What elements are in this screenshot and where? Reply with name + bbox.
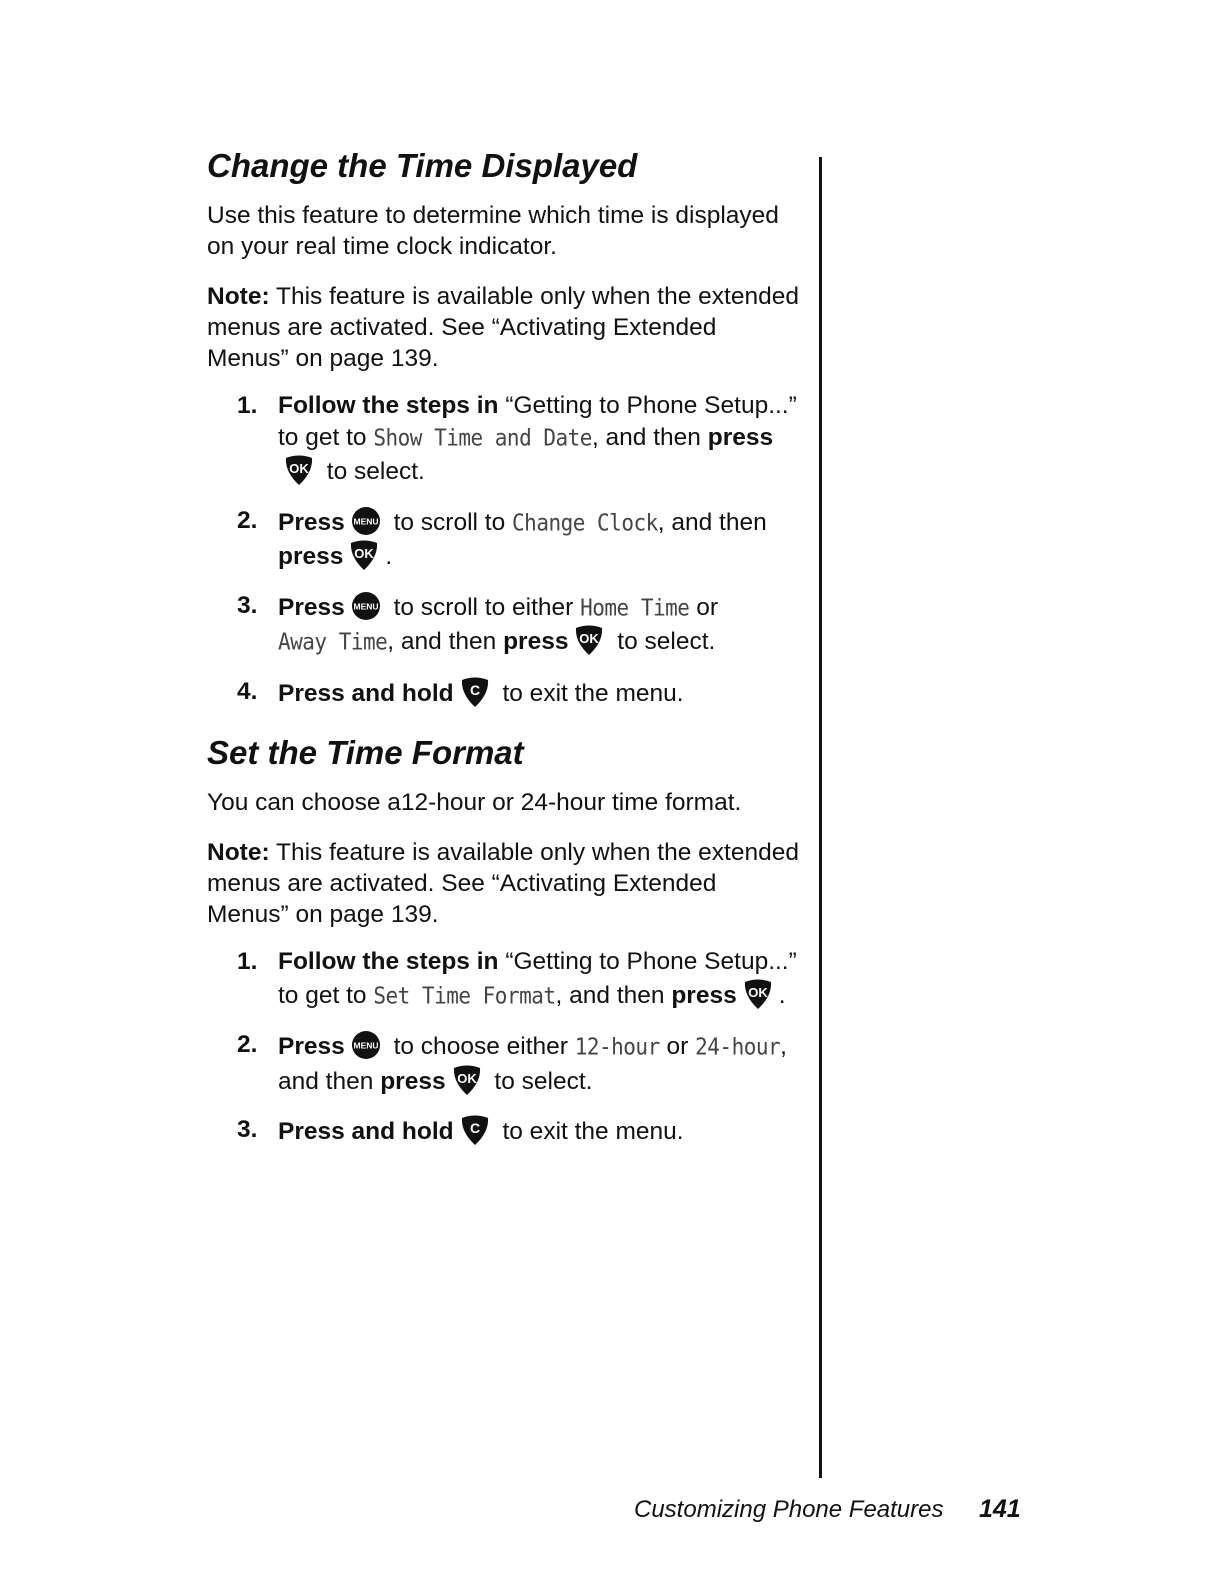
step-text: “Getting to Phone Setup...” to get to [278, 392, 797, 451]
display-text: Home Time [580, 594, 690, 621]
step-bold-text: press [380, 1067, 446, 1095]
step-text: or [659, 1033, 696, 1060]
svg-text:OK: OK [747, 984, 768, 1000]
svg-text:MENU: MENU [353, 516, 379, 526]
ok-key-icon [573, 624, 605, 656]
svg-text:OK: OK [354, 546, 375, 561]
step-bold-text: Press [278, 593, 345, 621]
step-item [207, 505, 802, 573]
display-text: 24-hour [695, 1033, 781, 1061]
section-title-time-format: Set the Time Format [207, 734, 524, 771]
step-bold-text: press [707, 423, 774, 451]
steps-list [207, 946, 802, 1148]
step-item [207, 946, 802, 1012]
display-text: Set Time Format [373, 982, 556, 1009]
step-item [207, 1114, 802, 1148]
svg-text:MENU: MENU [353, 1040, 379, 1051]
step-bold-text: Press and hold [278, 679, 454, 707]
step-bold-text: Press [278, 508, 345, 536]
step-bold-text: press [278, 543, 344, 570]
step-text: , and then [657, 508, 767, 536]
step-text: “Getting to Phone Setup...” to get to [278, 948, 797, 1009]
step-text: to choose either [386, 1033, 575, 1060]
ok-key-icon [451, 1064, 483, 1096]
footer-section-title: Customizing Phone Features [634, 1496, 944, 1523]
step-text: , and then [387, 628, 504, 655]
note-paragraph [207, 837, 802, 930]
svg-text:OK: OK [579, 631, 600, 646]
step-text: . [778, 981, 786, 1009]
note-text: This feature is available only when the extended menus are activated. See “Activating Extended Menus” on page 139. [207, 839, 799, 928]
steps-list [207, 390, 802, 709]
step-number: 4. [237, 677, 258, 705]
clear-key-icon [459, 1114, 491, 1146]
menu-key-icon [350, 1029, 382, 1061]
clear-key-icon [459, 676, 491, 708]
step-item [207, 590, 802, 659]
svg-text:MENU: MENU [353, 601, 379, 611]
step-bold-text: Follow the steps in [278, 392, 499, 419]
intro-paragraph: You can choose a12-hour or 24-hour time format. [207, 789, 742, 816]
step-number: 3. [237, 591, 258, 619]
svg-text:C: C [469, 1120, 480, 1136]
step-number: 1. [237, 392, 258, 419]
step-text: , and then [591, 423, 708, 451]
note-label: Note: [207, 839, 270, 866]
page-content [207, 146, 802, 1165]
step-text: or [689, 593, 719, 621]
svg-text:C: C [469, 681, 480, 698]
note-paragraph [207, 281, 802, 374]
step-text: to scroll to either [386, 593, 581, 621]
ok-key-icon [742, 978, 774, 1010]
step-bold-text: Press and hold [278, 1118, 454, 1145]
display-text: Away Time [278, 628, 388, 656]
step-item [207, 1029, 802, 1097]
step-text: to scroll to [386, 508, 513, 536]
step-bold-text: press [671, 981, 737, 1009]
step-number: 2. [237, 1031, 258, 1058]
step-item [207, 676, 802, 710]
step-text: . [385, 543, 393, 570]
display-text: Change Clock [512, 509, 658, 536]
step-item [207, 390, 802, 488]
display-text: 12-hour [574, 1033, 660, 1061]
step-text: to select. [320, 458, 425, 485]
ok-key-icon [348, 539, 380, 571]
step-text: , and then [278, 1033, 787, 1095]
step-number: 3. [237, 1116, 258, 1143]
intro-paragraph: Use this feature to determine which time is displayed on your real time clock indicator. [207, 202, 779, 260]
display-text: Show Time and Date [373, 424, 592, 451]
step-bold-text: Follow the steps in [278, 948, 499, 975]
step-text: to exit the menu. [495, 679, 684, 707]
step-number: 2. [237, 506, 258, 534]
step-number: 1. [237, 948, 258, 975]
section-title-change-time: Change the Time Displayed [207, 147, 638, 184]
note-label: Note: [207, 283, 270, 310]
step-bold-text: Press [278, 1033, 345, 1060]
page-number: 141 [979, 1495, 1021, 1523]
svg-text:OK: OK [289, 461, 309, 476]
step-text: to select. [487, 1067, 593, 1095]
step-text: to exit the menu. [495, 1118, 684, 1145]
svg-text:OK: OK [456, 1070, 477, 1086]
step-text: to select. [610, 628, 716, 655]
column-divider [819, 157, 822, 1478]
note-text: This feature is available only when the extended menus are activated. See “Activating Extended Menus” on page 139. [207, 283, 799, 372]
ok-key-icon [283, 454, 315, 486]
step-text: , and then [555, 981, 672, 1009]
step-bold-text: press [503, 628, 569, 655]
menu-key-icon [350, 590, 382, 622]
menu-key-icon [350, 505, 382, 537]
